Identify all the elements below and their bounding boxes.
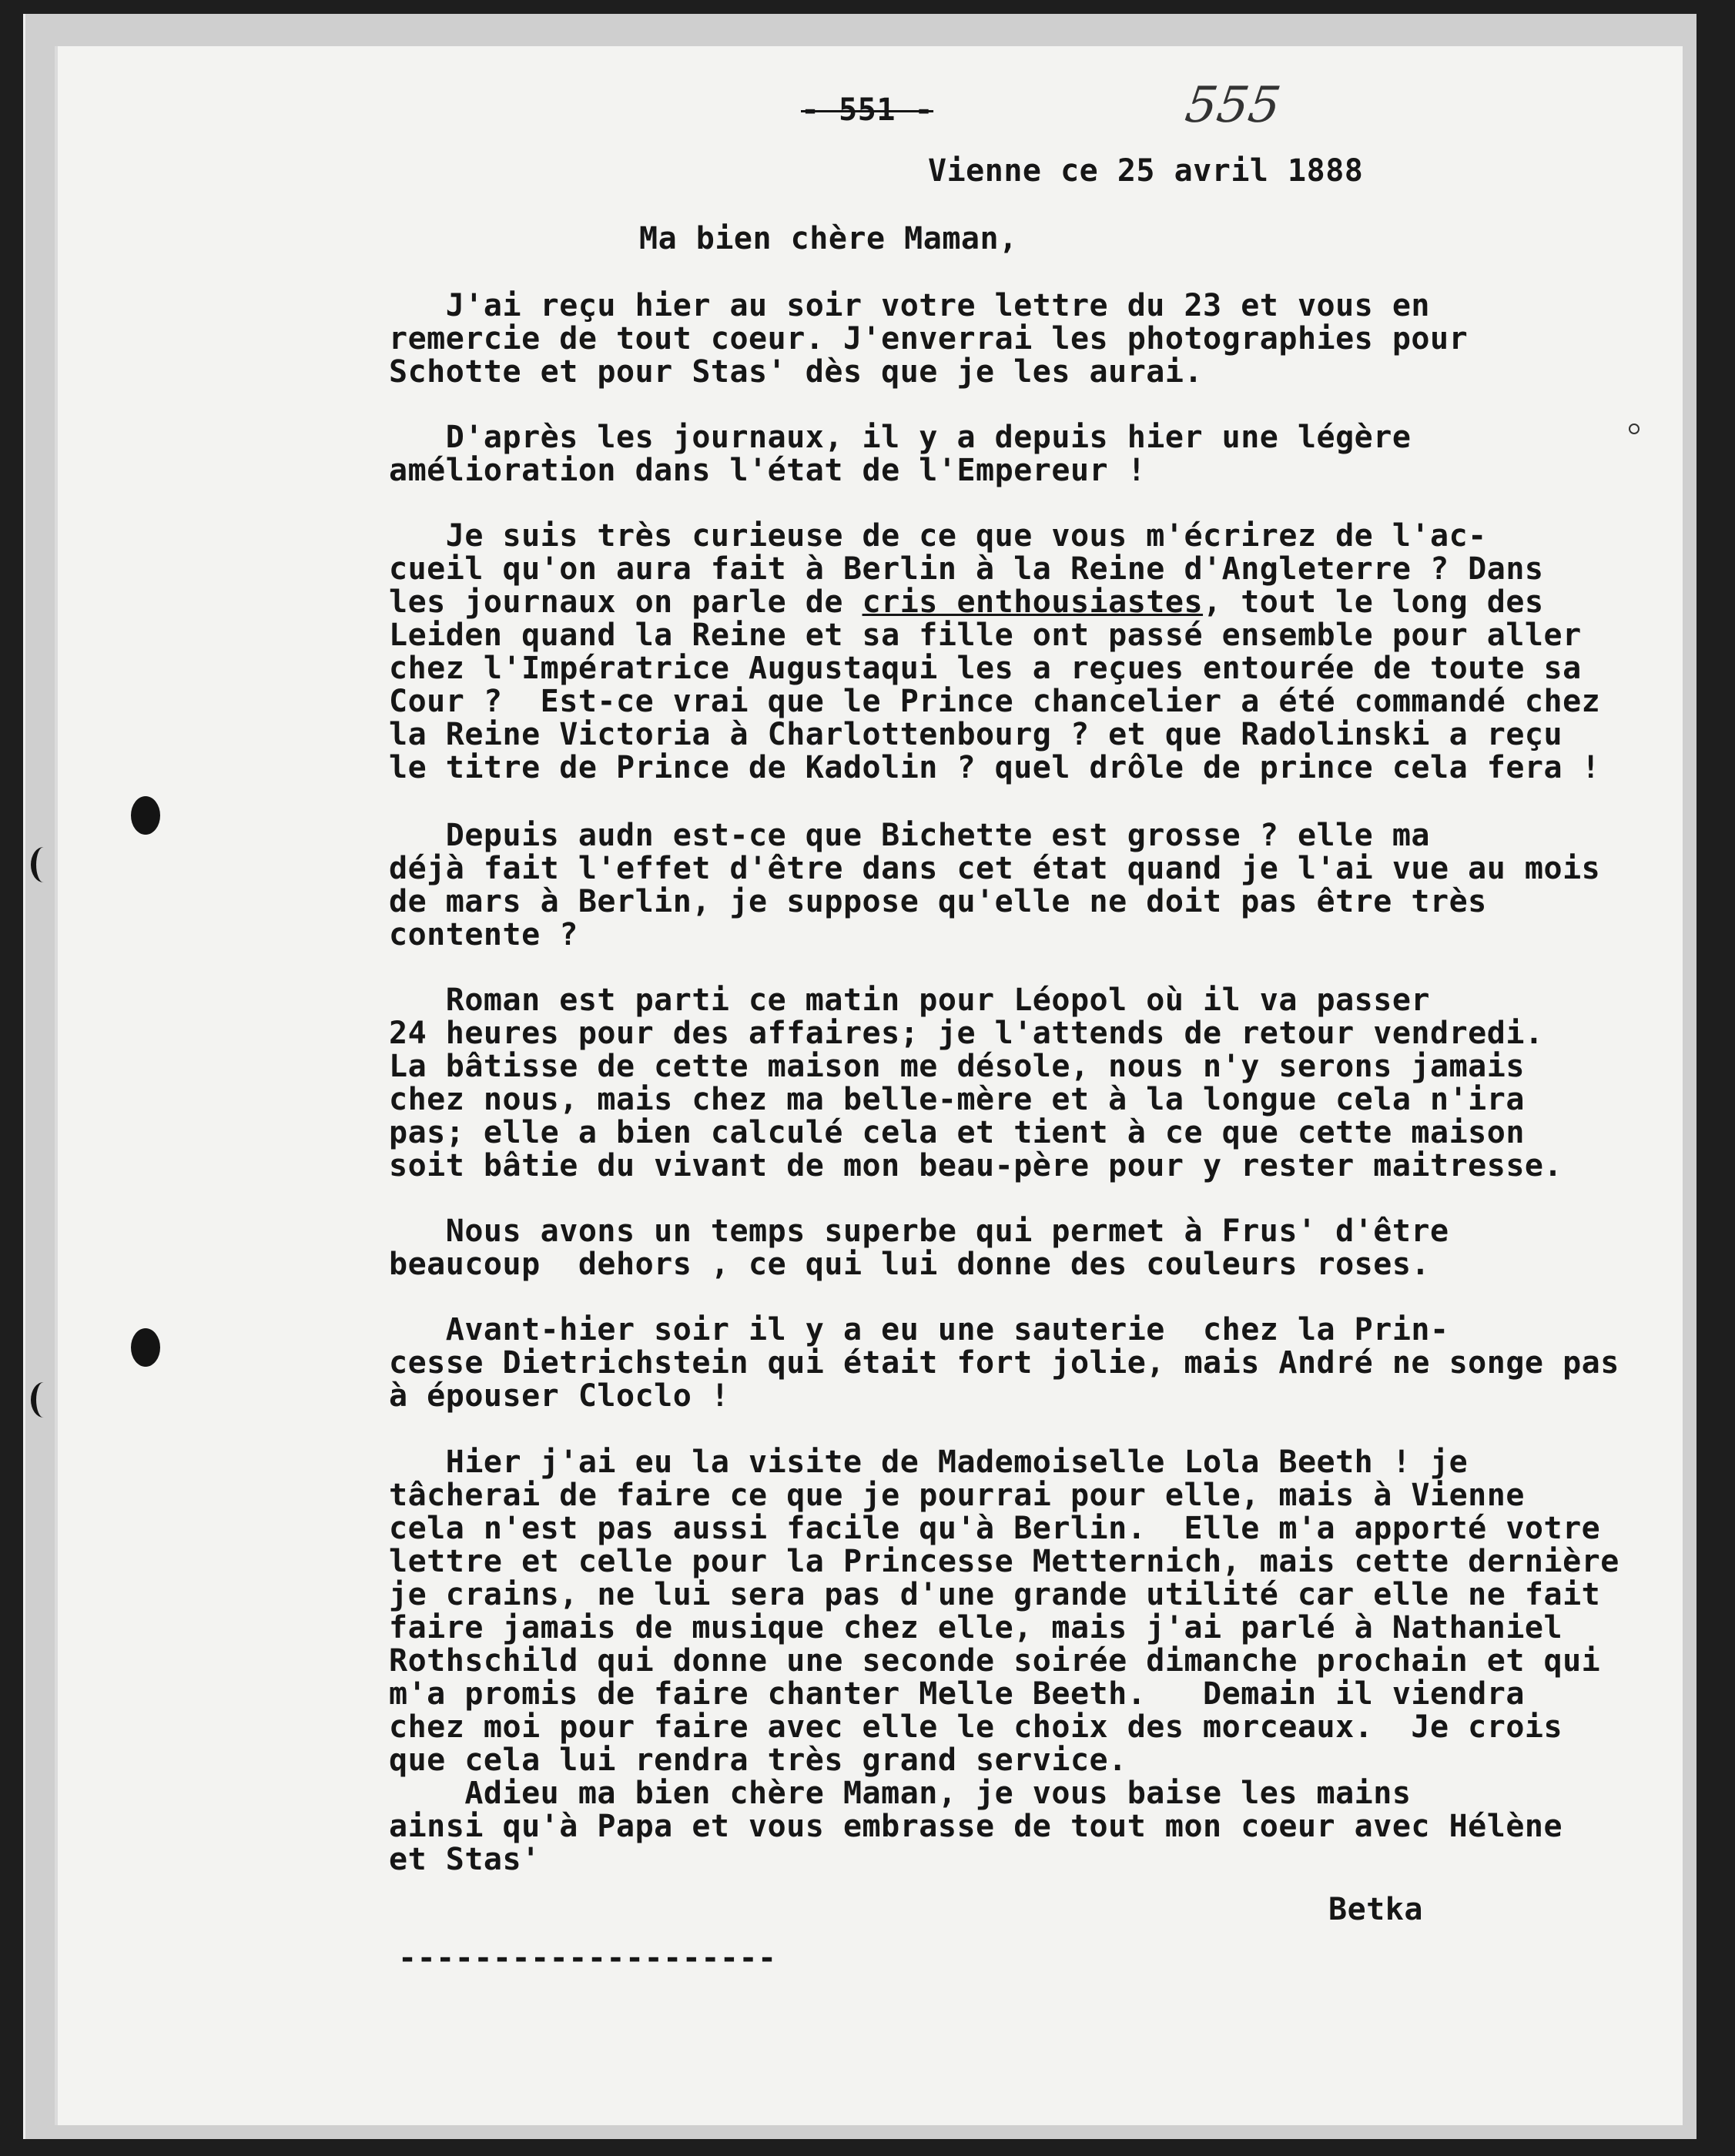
paragraph-roman-house — [389, 984, 1563, 1183]
page-number: - 551 - — [801, 92, 934, 128]
paragraph-letter-received — [389, 290, 1468, 389]
text-line: beaucoup dehors , ce qui lui donne des couleurs roses. — [389, 1247, 1431, 1282]
text-line: chez l'Impératrice Augustaqui les a reçues entourée de toute sa — [389, 651, 1582, 686]
paragraph-lola-beeth — [389, 1446, 1619, 1777]
text-line: Leiden quand la Reine et sa fille ont passé ensemble pour aller — [389, 618, 1582, 653]
signature: Betka — [1328, 1892, 1423, 1927]
paragraph-weather — [389, 1215, 1449, 1281]
text-line: remercie de tout coeur. J'enverrai les photographies pour — [389, 321, 1469, 357]
text-line: faire jamais de musique chez elle, mais j'ai parlé à Nathaniel — [389, 1610, 1563, 1645]
text-line: amélioration dans l'état de l'Empereur ! — [389, 453, 1147, 488]
text-line: ainsi qu'à Papa et vous embrasse de tout mon coeur avec Hélène — [389, 1809, 1563, 1844]
text-line: à épouser Cloclo ! — [389, 1378, 730, 1414]
text-line: Cour ? Est-ce vrai que le Prince chancelier a été commandé chez — [389, 684, 1601, 719]
underlined-phrase: cris enthousiastes — [862, 584, 1204, 620]
paragraph-bichette — [389, 819, 1600, 952]
paragraph-queen-visit — [389, 520, 1600, 785]
text-line: soit bâtie du vivant de mon beau-père pour y rester maitresse. — [389, 1148, 1563, 1183]
text-line: Rothschild qui donne une seconde soirée dimanche prochain et qui — [389, 1643, 1601, 1679]
paragraph-sauterie — [389, 1314, 1619, 1413]
text-line: Roman est parti ce matin pour Léopol où il va passer — [389, 983, 1431, 1018]
punch-hole — [131, 796, 160, 835]
paper-speck — [1629, 424, 1640, 434]
text-line: tâcherai de faire ce que je pourrai pour elle, mais à Vienne — [389, 1478, 1525, 1513]
text-line: contente ? — [389, 917, 578, 952]
text-line: chez moi pour faire avec elle le choix des morceaux. Je crois — [389, 1709, 1563, 1745]
text-line: que cela lui rendra très grand service. — [389, 1743, 1127, 1778]
text-line: Schotte et pour Stas' dès que je les aurai. — [389, 354, 1204, 390]
punch-hole — [131, 1328, 160, 1367]
text-line: cela n'est pas aussi facile qu'à Berlin. Elle m'a apporté votre — [389, 1511, 1601, 1546]
text-line: La bâtisse de cette maison me désole, nous n'y serons jamais — [389, 1049, 1525, 1084]
text-line: cueil qu'on aura fait à Berlin à la Reine d'Angleterre ? Dans — [389, 551, 1544, 587]
text-line — [389, 586, 1600, 619]
text-line: le titre de Prince de Kadolin ? quel drôle de prince cela fera ! — [389, 750, 1601, 785]
closing-rule: -------------------- — [398, 1940, 777, 1976]
text-line: chez nous, mais chez ma belle-mère et à la longue cela n'ira — [389, 1082, 1525, 1117]
text-line: m'a promis de faire chanter Melle Beeth. Demain il viendra — [389, 1676, 1525, 1712]
salutation: Ma bien chère Maman, — [639, 221, 1018, 256]
text-line: pas; elle a bien calculé cela et tient à ce que cette maison — [389, 1115, 1525, 1150]
text-line: Je suis très curieuse de ce que vous m'écrirez de l'ac- — [389, 518, 1487, 554]
text-line: Adieu ma bien chère Maman, je vous baise les mains — [389, 1776, 1412, 1811]
binder-mark — [31, 1382, 56, 1418]
text-line: cesse Dietrichstein qui était fort jolie, mais André ne songe pas — [389, 1345, 1619, 1381]
text-line: 24 heures pour des affaires; je l'attends de retour vendredi. — [389, 1016, 1544, 1051]
text-line: et Stas' — [389, 1842, 541, 1877]
text-line: Hier j'ai eu la visite de Mademoiselle Lola Beeth ! je — [389, 1445, 1469, 1480]
text-line: la Reine Victoria à Charlottenbourg ? et que Radolinski a reçu — [389, 717, 1563, 752]
text-fragment: , tout le long des — [1203, 584, 1544, 620]
text-line: D'après les journaux, il y a depuis hier une légère — [389, 420, 1412, 455]
dateline: Vienne ce 25 avril 1888 — [928, 153, 1364, 189]
text-line: je crains, ne lui sera pas d'une grande utilité car elle ne fait — [389, 1577, 1601, 1612]
text-line: Avant-hier soir il y a eu une sauterie chez la Prin- — [389, 1312, 1449, 1348]
text-line: J'ai reçu hier au soir votre lettre du 23 et vous en — [389, 288, 1431, 323]
binder-mark — [31, 847, 56, 882]
text-line: Nous avons un temps superbe qui permet à Frus' d'être — [389, 1214, 1449, 1249]
text-fragment: les journaux on parle de — [389, 584, 862, 620]
text-line: lettre et celle pour la Princesse Metternich, mais cette dernière — [389, 1544, 1619, 1579]
text-line: Depuis audn est-ce que Bichette est grosse ? elle ma — [389, 818, 1431, 853]
paragraph-farewell — [389, 1777, 1563, 1876]
text-line: déjà fait l'effet d'être dans cet état quand je l'ai vue au mois — [389, 851, 1601, 886]
handwritten-page-number: 555 — [1181, 77, 1285, 134]
paragraph-emperor-health — [389, 421, 1411, 487]
text-line: de mars à Berlin, je suppose qu'elle ne doit pas être très — [389, 884, 1487, 919]
